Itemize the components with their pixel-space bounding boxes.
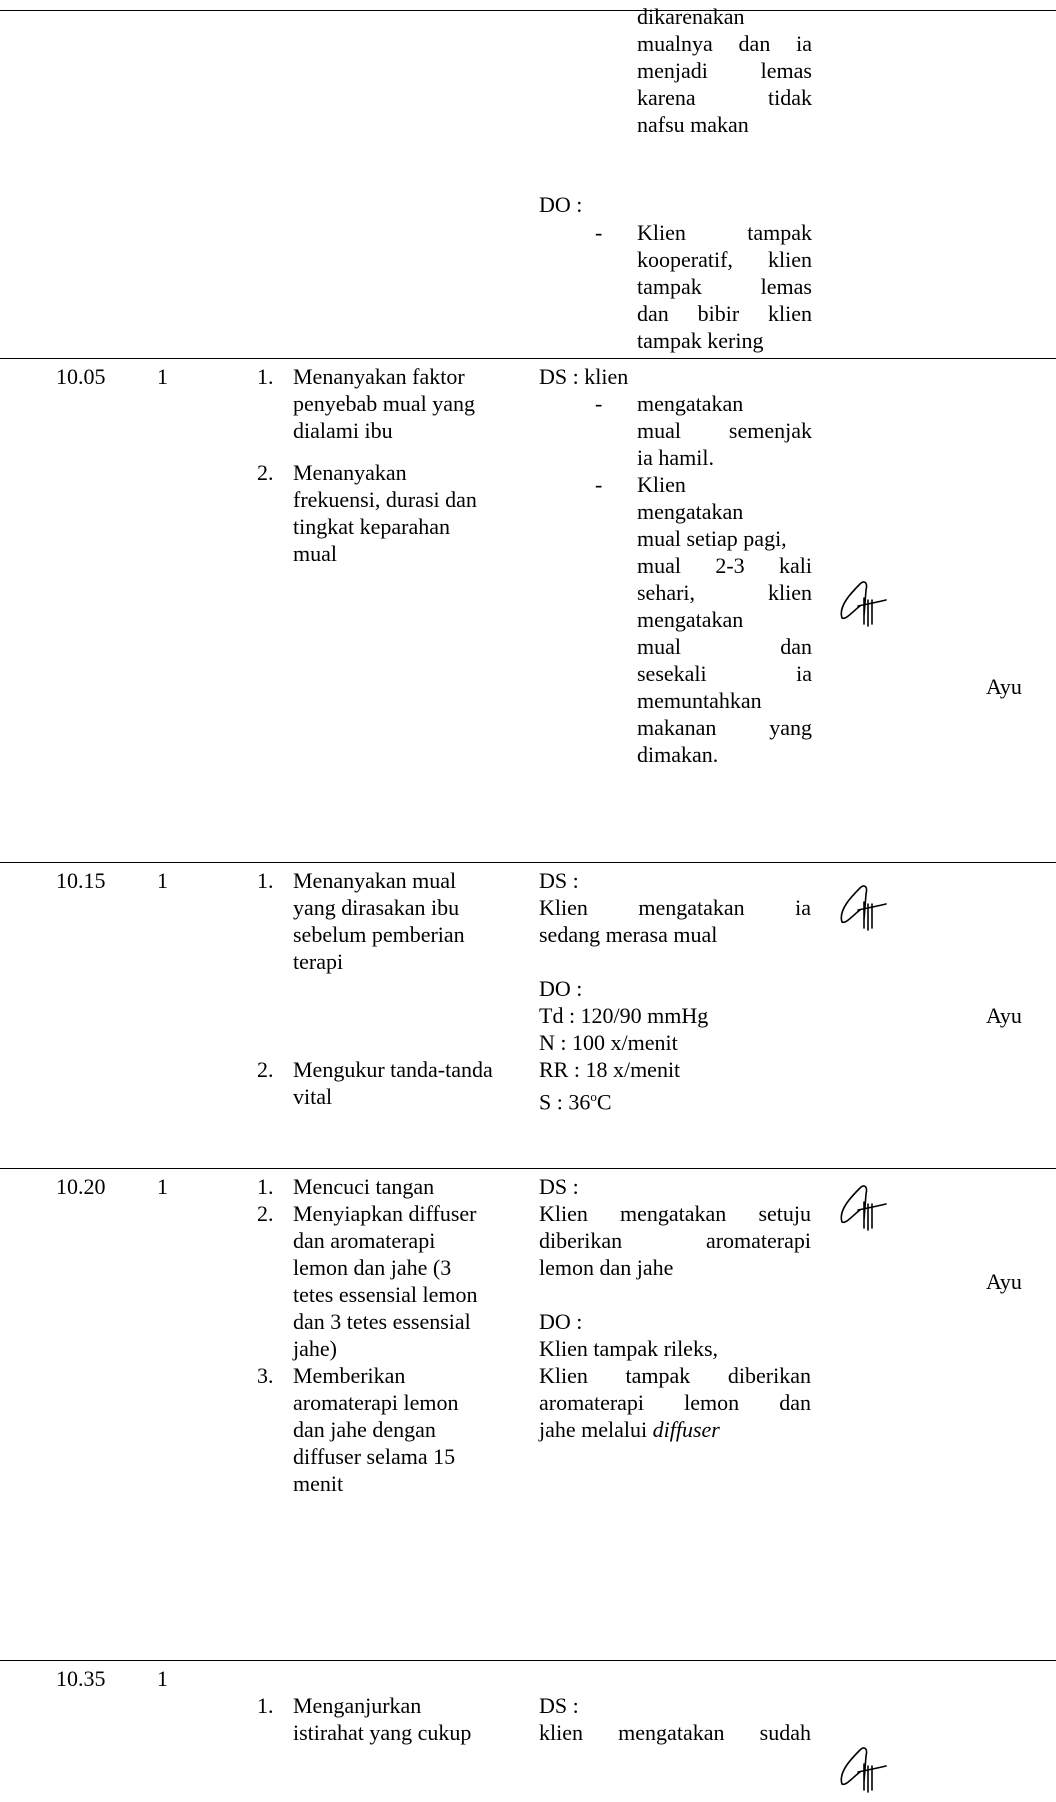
do-label: DO : [539, 976, 583, 1001]
action-number: 1. [257, 1693, 274, 1718]
action-number: 1. [257, 1174, 274, 1199]
response-line: dikarenakan [637, 4, 745, 29]
action-line: frekuensi, durasi dan [293, 487, 477, 512]
response-line: mengatakan [637, 499, 744, 524]
response-text: jahe melalui [539, 1417, 653, 1442]
response-line: dan bibir klien [637, 301, 812, 326]
response-line: nafsu makan [637, 112, 749, 137]
action-line: Menyiapkan diffuser [293, 1201, 477, 1226]
table-rule [0, 1660, 1056, 1661]
vital-sign-line: Td : 120/90 mmHg [539, 1003, 709, 1028]
action-line: Menganjurkan [293, 1693, 422, 1718]
nurse-name: Ayu [986, 674, 1022, 699]
response-line: makanan yang [637, 715, 812, 740]
temperature-value: S : 36 [539, 1089, 591, 1115]
table-rule [0, 358, 1056, 359]
response-line: sehari, klien [637, 580, 812, 605]
action-line: terapi [293, 949, 344, 974]
response-line: diberikan aromaterapi [539, 1228, 811, 1253]
time-cell: 10.15 [56, 868, 106, 893]
action-line: sebelum pemberian [293, 922, 465, 947]
response-line: Klien tampak rileks, [539, 1336, 719, 1361]
action-line: diffuser selama 15 [293, 1444, 456, 1469]
response-line: mual setiap pagi, [637, 526, 787, 551]
nurse-signature [838, 576, 888, 628]
diagnosis-number-cell: 1 [157, 1174, 168, 1199]
response-line: Klien [637, 472, 686, 497]
response-line: sedang merasa mual [539, 922, 718, 947]
response-line: memuntahkan [637, 688, 762, 713]
ds-label: DS : [539, 1693, 579, 1718]
action-number: 2. [257, 460, 274, 485]
temperature-line [539, 1084, 612, 1115]
response-line: sesekali ia [637, 661, 812, 686]
nurse-signature [838, 1742, 888, 1794]
action-line: aromaterapi lemon [293, 1390, 459, 1415]
response-line: menjadi lemas [637, 58, 812, 83]
response-line: klien mengatakan sudah [539, 1720, 811, 1745]
action-line: Menanyakan faktor [293, 364, 465, 389]
do-label: DO : [539, 1309, 583, 1334]
action-line: jahe) [293, 1336, 337, 1361]
time-cell: 10.20 [56, 1174, 106, 1199]
action-line: yang dirasakan ibu [293, 895, 460, 920]
do-label: DO : [539, 192, 583, 217]
nurse-signature [838, 880, 888, 932]
temperature-unit: C [596, 1089, 612, 1115]
time-cell: 10.05 [56, 364, 106, 389]
action-line: dialami ibu [293, 418, 393, 443]
response-line: Klien tampak diberikan [539, 1363, 811, 1388]
action-number: 1. [257, 868, 274, 893]
response-line: mual dan [637, 634, 812, 659]
response-line: karena tidak [637, 85, 812, 110]
action-line: Mencuci tangan [293, 1174, 435, 1199]
action-line: istirahat yang cukup [293, 1720, 472, 1745]
action-line: Menanyakan mual [293, 868, 457, 893]
action-line: lemon dan jahe (3 [293, 1255, 452, 1280]
response-line: ia hamil. [637, 445, 714, 470]
diagnosis-number-cell: 1 [157, 1666, 168, 1691]
action-line: dan aromaterapi [293, 1228, 436, 1253]
italic-term: diffuser [652, 1417, 720, 1442]
time-cell: 10.35 [56, 1666, 106, 1691]
action-line: vital [293, 1084, 333, 1109]
action-line: mual [293, 541, 337, 566]
action-line: tingkat keparahan [293, 514, 450, 539]
nurse-signature [838, 1180, 888, 1232]
ds-label: DS : [539, 1174, 579, 1199]
bullet-dash: - [595, 391, 603, 416]
response-line: mualnya dan ia [637, 31, 812, 56]
table-rule [0, 862, 1056, 863]
response-line: mengatakan [637, 607, 744, 632]
response-line: lemon dan jahe [539, 1255, 674, 1280]
nurse-name: Ayu [986, 1003, 1022, 1028]
action-line: penyebab mual yang [293, 391, 476, 416]
diagnosis-number-cell: 1 [157, 868, 168, 893]
action-line: tetes essensial lemon [293, 1282, 478, 1307]
action-number: 1. [257, 364, 274, 389]
action-number: 3. [257, 1363, 274, 1388]
action-line: Menanyakan [293, 460, 407, 485]
bullet-dash: - [595, 220, 603, 245]
action-line: dan 3 tetes essensial [293, 1309, 471, 1334]
table-rule [0, 1168, 1056, 1169]
action-line: Mengukur tanda-tanda [293, 1057, 493, 1082]
response-line: Klien tampak [637, 220, 812, 245]
response-line: aromaterapi lemon dan [539, 1390, 811, 1415]
degree-mark: o [590, 1089, 597, 1104]
diagnosis-number-cell: 1 [157, 364, 168, 389]
vital-sign-line: N : 100 x/menit [539, 1030, 678, 1055]
response-line: Klien mengatakan setuju [539, 1201, 811, 1226]
response-line: Klien mengatakan ia [539, 895, 811, 920]
response-line [539, 1417, 720, 1443]
response-line: mual semenjak [637, 418, 812, 443]
response-line: tampak kering [637, 328, 764, 353]
response-line: tampak lemas [637, 274, 812, 299]
action-number: 2. [257, 1201, 274, 1226]
ds-label: DS : klien [539, 364, 629, 389]
nurse-name: Ayu [986, 1269, 1022, 1294]
action-number: 2. [257, 1057, 274, 1082]
response-line: mengatakan [637, 391, 744, 416]
action-line: dan jahe dengan [293, 1417, 436, 1442]
vital-sign-line: RR : 18 x/menit [539, 1057, 681, 1082]
ds-label: DS : [539, 868, 579, 893]
bullet-dash: - [595, 472, 603, 497]
action-line: Memberikan [293, 1363, 406, 1388]
action-line: menit [293, 1471, 344, 1496]
table-rule-top [0, 10, 1056, 11]
response-line: dimakan. [637, 742, 719, 767]
response-line: mual 2-3 kali [637, 553, 812, 578]
response-line: kooperatif, klien [637, 247, 812, 272]
